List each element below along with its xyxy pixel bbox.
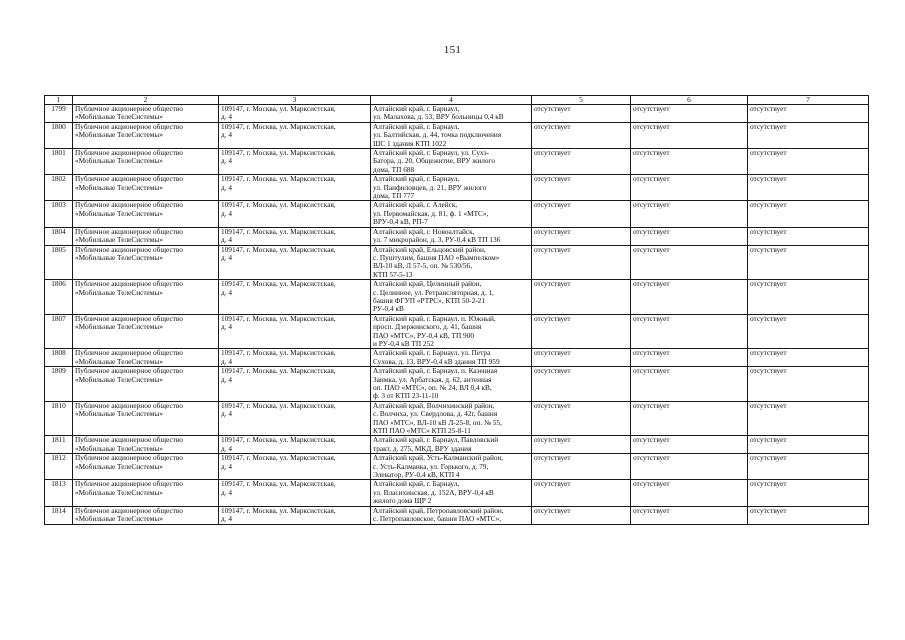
owner-cell: Публичное акционерное общество «Мобильные ТелеСистемы» [73, 201, 219, 227]
owner-cell: Публичное акционерное общество «Мобильные ТелеСистемы» [73, 401, 219, 436]
page-number: 151 [443, 44, 462, 56]
column-7-cell: отсутствует [748, 314, 869, 349]
owner-cell: Публичное акционерное общество «Мобильные ТелеСистемы» [73, 149, 219, 175]
owner-cell: Публичное акционерное общество «Мобильные ТелеСистемы» [73, 105, 219, 123]
column-5-cell: отсутствует [532, 436, 631, 454]
address-cell: 109147, г. Москва, ул. Марксистская, д. 4 [219, 105, 371, 123]
column-7-cell: отсутствует [748, 122, 869, 148]
address-cell: 109147, г. Москва, ул. Марксистская, д. 4 [219, 227, 371, 245]
column-5-cell: отсутствует [532, 201, 631, 227]
row-number: 1803 [45, 201, 73, 227]
column-7-cell: отсутствует [748, 506, 869, 524]
owner-cell: Публичное акционерное общество «Мобильные ТелеСистемы» [73, 480, 219, 506]
column-7-cell: отсутствует [748, 280, 869, 315]
table-row [45, 480, 869, 506]
row-number: 1814 [45, 506, 73, 524]
row-number: 1805 [45, 245, 73, 280]
table-row [45, 280, 869, 315]
table-row [45, 314, 869, 349]
owner-cell: Публичное акционерное общество «Мобильные ТелеСистемы» [73, 122, 219, 148]
location-cell: Алтайский край, г. Барнаул, ул. Петра Сухова, д. 13, ВРУ-0,4 кВ здания ТП 959 [371, 349, 532, 367]
column-header: 5 [532, 96, 631, 105]
column-6-cell: отсутствует [631, 506, 748, 524]
column-5-cell: отсутствует [532, 480, 631, 506]
column-5-cell: отсутствует [532, 227, 631, 245]
table-row [45, 175, 869, 201]
address-cell: 109147, г. Москва, ул. Марксистская, д. 4 [219, 401, 371, 436]
location-cell: Алтайский край, Ельцовский район, с. Пуштулим, башня ПАО «Вымпелком» ВЛ-10 кВ, Л 57-5, оп. № 530/56, КТП 57-5-13 [371, 245, 532, 280]
location-cell: Алтайский край, Усть-Калманский район, с. Усть-Калманка, ул. Горького, д. 79, Элеватор, РУ-0,4 кВ, КТП 4 [371, 454, 532, 480]
column-5-cell: отсутствует [532, 149, 631, 175]
column-5-cell: отсутствует [532, 401, 631, 436]
column-7-cell: отсутствует [748, 454, 869, 480]
column-6-cell: отсутствует [631, 480, 748, 506]
owner-cell: Публичное акционерное общество «Мобильные ТелеСистемы» [73, 506, 219, 524]
table-row [45, 436, 869, 454]
table-row [45, 227, 869, 245]
address-cell: 109147, г. Москва, ул. Марксистская, д. 4 [219, 280, 371, 315]
location-cell: Алтайский край, Целинный район, с. Целинное, ул. Ретрансляторная, д. 1, башня ФГУП «РТРС», КТП 50-2-21 РУ-0,4 кВ [371, 280, 532, 315]
table-row [45, 454, 869, 480]
location-cell: Алтайский край, Волчихинский район, с. Волчиха, ул. Свердлова, д. 42г, башня ПАО «МТС», ВЛ-10 кВ Л-25-8, оп. № 55, КТП ПАО «МТС» КТП 25-8-11 [371, 401, 532, 436]
column-7-cell: отсутствует [748, 367, 869, 402]
column-5-cell: отсутствует [532, 122, 631, 148]
column-6-cell: отсутствует [631, 314, 748, 349]
owner-cell: Публичное акционерное общество «Мобильные ТелеСистемы» [73, 280, 219, 315]
column-5-cell: отсутствует [532, 105, 631, 123]
owner-cell: Публичное акционерное общество «Мобильные ТелеСистемы» [73, 175, 219, 201]
address-cell: 109147, г. Москва, ул. Марксистская, д. 4 [219, 436, 371, 454]
row-number: 1812 [45, 454, 73, 480]
location-cell: Алтайский край, Петропавловский район, с. Петропавловское, башня ПАО «МТС», [371, 506, 532, 524]
row-number: 1802 [45, 175, 73, 201]
owner-cell: Публичное акционерное общество «Мобильные ТелеСистемы» [73, 227, 219, 245]
table-row [45, 149, 869, 175]
table-row [45, 245, 869, 280]
owner-cell: Публичное акционерное общество «Мобильные ТелеСистемы» [73, 245, 219, 280]
address-cell: 109147, г. Москва, ул. Марксистская, д. 4 [219, 149, 371, 175]
address-cell: 109147, г. Москва, ул. Марксистская, д. 4 [219, 175, 371, 201]
location-cell: Алтайский край, г. Барнаул, ул. Панфиловцев, д. 21, ВРУ жилого дома, ТП 777 [371, 175, 532, 201]
location-cell: Алтайский край, г. Алейск, ул. Первомайская, д. 81, ф. 1 «МТС», ВРУ-0,4 кВ, РП-7 [371, 201, 532, 227]
table-row [45, 201, 869, 227]
owner-cell: Публичное акционерное общество «Мобильные ТелеСистемы» [73, 436, 219, 454]
owner-cell: Публичное акционерное общество «Мобильные ТелеСистемы» [73, 349, 219, 367]
location-cell: Алтайский край, г. Барнаул, ул. Малахова, д. 53, ВРУ больницы 0,4 кВ [371, 105, 532, 123]
column-header: 7 [748, 96, 869, 105]
address-cell: 109147, г. Москва, ул. Марксистская, д. 4 [219, 245, 371, 280]
row-number: 1809 [45, 367, 73, 402]
row-number: 1804 [45, 227, 73, 245]
row-number: 1813 [45, 480, 73, 506]
owner-cell: Публичное акционерное общество «Мобильные ТелеСистемы» [73, 314, 219, 349]
column-6-cell: отсутствует [631, 367, 748, 402]
address-cell: 109147, г. Москва, ул. Марксистская, д. 4 [219, 314, 371, 349]
table-row [45, 367, 869, 402]
column-6-cell: отсутствует [631, 149, 748, 175]
address-cell: 109147, г. Москва, ул. Марксистская, д. 4 [219, 122, 371, 148]
column-6-cell: отсутствует [631, 245, 748, 280]
row-number: 1807 [45, 314, 73, 349]
column-6-cell: отсутствует [631, 122, 748, 148]
address-cell: 109147, г. Москва, ул. Марксистская, д. 4 [219, 349, 371, 367]
registry-table [44, 95, 869, 525]
address-cell: 109147, г. Москва, ул. Марксистская, д. 4 [219, 367, 371, 402]
address-cell: 109147, г. Москва, ул. Марксистская, д. 4 [219, 201, 371, 227]
location-cell: Алтайский край, г. Барнаул, ул. Сухэ- Батора, д. 20, Общежитие, ВРУ жилого дома, ТП 688 [371, 149, 532, 175]
table-row [45, 506, 869, 524]
column-7-cell: отсутствует [748, 201, 869, 227]
column-5-cell: отсутствует [532, 314, 631, 349]
row-number: 1799 [45, 105, 73, 123]
location-cell: Алтайский край, г. Барнаул, п. Южный, просп. Дзержинского, д. 41, башня ПАО «МТС», РУ-0,4 кВ, ТП 900 и РУ-0,4 кВ ТП 252 [371, 314, 532, 349]
table-row [45, 122, 869, 148]
column-7-cell: отсутствует [748, 349, 869, 367]
column-7-cell: отсутствует [748, 175, 869, 201]
column-header: 4 [371, 96, 532, 105]
column-6-cell: отсутствует [631, 401, 748, 436]
column-5-cell: отсутствует [532, 175, 631, 201]
table-row [45, 401, 869, 436]
column-6-cell: отсутствует [631, 201, 748, 227]
address-cell: 109147, г. Москва, ул. Марксистская, д. 4 [219, 480, 371, 506]
column-6-cell: отсутствует [631, 227, 748, 245]
table-header-row [45, 96, 869, 105]
row-number: 1810 [45, 401, 73, 436]
table-body [45, 105, 869, 525]
column-6-cell: отсутствует [631, 436, 748, 454]
table-row [45, 349, 869, 367]
column-5-cell: отсутствует [532, 280, 631, 315]
column-5-cell: отсутствует [532, 245, 631, 280]
table-row [45, 105, 869, 123]
row-number: 1800 [45, 122, 73, 148]
column-7-cell: отсутствует [748, 227, 869, 245]
location-cell: Алтайский край, г. Барнаул, ул. Балтийская, д. 44, точка подключения ШС 1 здания КТП 1022 [371, 122, 532, 148]
location-cell: Алтайский край, г. Барнаул, Павловский тракт, д. 275, МКД, ВРУ здания [371, 436, 532, 454]
row-number: 1806 [45, 280, 73, 315]
row-number: 1801 [45, 149, 73, 175]
column-5-cell: отсутствует [532, 367, 631, 402]
column-7-cell: отсутствует [748, 245, 869, 280]
address-cell: 109147, г. Москва, ул. Марксистская, д. 4 [219, 506, 371, 524]
column-6-cell: отсутствует [631, 105, 748, 123]
column-header: 2 [73, 96, 219, 105]
column-header: 6 [631, 96, 748, 105]
row-number: 1811 [45, 436, 73, 454]
column-5-cell: отсутствует [532, 349, 631, 367]
column-6-cell: отсутствует [631, 280, 748, 315]
column-7-cell: отсутствует [748, 149, 869, 175]
location-cell: Алтайский край, г. Новоалтайск, ул. 7 микрорайон, д. 3, РУ-0,4 кВ ТП 136 [371, 227, 532, 245]
column-7-cell: отсутствует [748, 480, 869, 506]
column-5-cell: отсутствует [532, 454, 631, 480]
column-7-cell: отсутствует [748, 436, 869, 454]
column-7-cell: отсутствует [748, 105, 869, 123]
location-cell: Алтайский край, г. Барнаул, ул. Власихинская, д. 152А, ВРУ-0,4 кВ жилого дома ЩР 2 [371, 480, 532, 506]
address-cell: 109147, г. Москва, ул. Марксистская, д. 4 [219, 454, 371, 480]
owner-cell: Публичное акционерное общество «Мобильные ТелеСистемы» [73, 454, 219, 480]
column-6-cell: отсутствует [631, 349, 748, 367]
column-5-cell: отсутствует [532, 506, 631, 524]
owner-cell: Публичное акционерное общество «Мобильные ТелеСистемы» [73, 367, 219, 402]
column-6-cell: отсутствует [631, 175, 748, 201]
row-number: 1808 [45, 349, 73, 367]
location-cell: Алтайский край, г. Барнаул, п. Казенная Заимка, ул. Арбатская, д. 62, антенная оп. ПАО «МТС», оп. № 24, ВЛ 0,4 кВ, ф. 3 от КТП 23-11-10 [371, 367, 532, 402]
column-header: 3 [219, 96, 371, 105]
column-6-cell: отсутствует [631, 454, 748, 480]
column-7-cell: отсутствует [748, 401, 869, 436]
column-header: 1 [45, 96, 73, 105]
